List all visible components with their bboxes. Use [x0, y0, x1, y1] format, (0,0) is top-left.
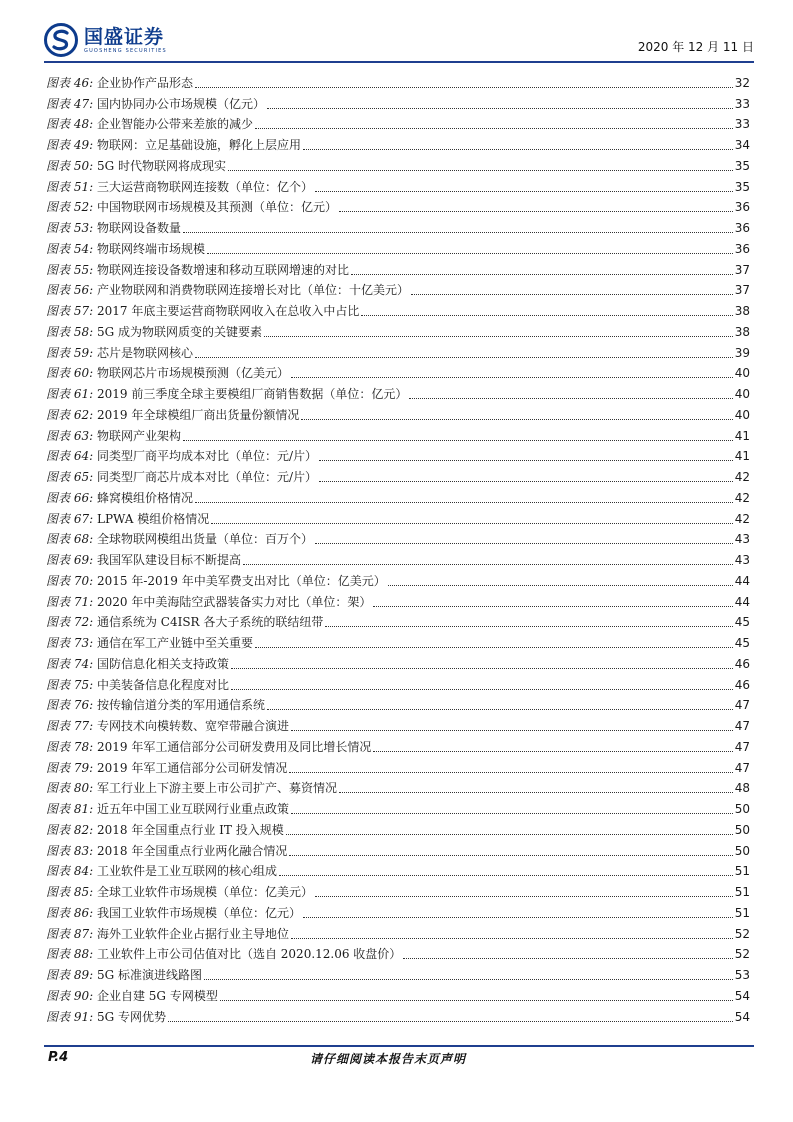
toc-entry[interactable] [46, 91, 750, 112]
toc-entry-title: 2018 年全国重点行业两化融合情况 [96, 843, 288, 858]
toc-entry-title: 通信系统为 C4ISR 各大子系统的联结纽带 [96, 615, 324, 630]
toc-entry-label: 图表 53: [46, 221, 94, 235]
toc-entry[interactable] [46, 527, 750, 548]
toc-entry-title: 2020 年中美海陆空武器装备实力对比（单位：架） [96, 594, 372, 609]
toc-entry-page: 40 [734, 407, 750, 422]
toc-leader-dots [325, 626, 732, 627]
toc-entry[interactable] [46, 485, 750, 506]
toc-entry-label: 图表 59: [46, 345, 94, 360]
toc-entry[interactable] [46, 900, 750, 921]
toc-entry-title: 全球工业软件市场规模（单位：亿美元） [96, 885, 313, 899]
toc-entry-page: 54 [734, 988, 750, 1003]
toc-leader-dots [289, 772, 732, 773]
toc-entry[interactable] [46, 278, 750, 299]
toc-entry-page: 43 [734, 553, 750, 567]
toc-entry-title: 企业协作产品形态 [96, 75, 193, 90]
toc-entry-label: 图表 87: [46, 926, 94, 941]
toc-entry-label: 图表 71: [46, 594, 94, 609]
toc-leader-dots [243, 564, 733, 565]
toc-entry-title: 2019 前三季度全球主要模组厂商销售数据（单位：亿元） [96, 387, 408, 401]
toc-entry-title: 2019 年军工通信部分公司研发费用及同比增长情况 [96, 739, 372, 754]
toc-leader-dots [231, 668, 733, 669]
company-logo [44, 22, 167, 58]
toc-entry-title: 工业软件是工业互联网的核心组成 [96, 864, 277, 879]
toc-leader-dots [339, 211, 733, 212]
toc-entry-label: 图表 58: [46, 324, 94, 339]
toc-entry[interactable] [46, 921, 750, 942]
toc-entry-page: 37 [734, 262, 750, 277]
toc-leader-dots [289, 855, 732, 856]
toc-entry[interactable] [46, 361, 750, 382]
toc-entry[interactable] [46, 942, 750, 963]
toc-leader-dots [315, 191, 733, 192]
toc-leader-dots [373, 606, 732, 607]
toc-entry-title: 物联网产业架构 [96, 428, 181, 443]
toc-entry[interactable] [46, 506, 750, 527]
toc-entry-page: 51 [734, 885, 750, 899]
toc-entry-page: 47 [734, 739, 750, 754]
toc-entry-label: 图表 46: [46, 75, 94, 90]
disclaimer-note: 请仔细阅读本报告末页声明 [310, 1052, 467, 1066]
toc-entry[interactable] [46, 693, 750, 714]
toc-entry-label: 图表 57: [46, 304, 94, 318]
toc-entry-title: 工业软件上市公司估值对比（选自 2020.12.06 收盘价） [96, 947, 402, 962]
toc-entry-title: 近五年中国工业互联网行业重点政策 [96, 802, 289, 816]
toc-entry-label: 图表 47: [46, 96, 94, 111]
toc-entry-title: 专网技术向模转数、宽窄带融合演进 [96, 719, 289, 733]
toc-entry-page: 47 [734, 698, 750, 713]
toc-leader-dots [411, 294, 733, 295]
footer-divider [44, 1045, 754, 1047]
toc-entry-label: 图表 72: [46, 615, 94, 630]
toc-entry-page: 42 [734, 470, 750, 484]
toc-entry-title: 5G 时代物联网将成现实 [96, 158, 227, 173]
toc-leader-dots [183, 440, 733, 441]
toc-entry-page: 33 [734, 96, 750, 111]
toc-entry-title: 芯片是物联网核心 [96, 345, 193, 360]
toc-entry-page: 51 [734, 864, 750, 879]
toc-entry-page: 53 [734, 968, 750, 982]
toc-entry-label: 图表 89: [46, 968, 94, 982]
figure-index-list [46, 70, 750, 1025]
toc-entry-page: 43 [734, 532, 750, 547]
toc-leader-dots [211, 523, 732, 524]
toc-entry-page: 33 [734, 117, 750, 132]
toc-entry-page: 36 [734, 241, 750, 256]
toc-entry-page: 50 [734, 843, 750, 858]
toc-entry-label: 图表 49: [46, 138, 94, 152]
toc-entry-page: 42 [734, 511, 750, 526]
toc-entry-label: 图表 51: [46, 179, 94, 194]
toc-entry-title: 我国军队建设目标不断提高 [96, 553, 241, 567]
toc-entry-title: 按传输信道分类的军用通信系统 [96, 698, 265, 713]
toc-entry-title: 海外工业软件企业占据行业主导地位 [96, 926, 289, 941]
toc-entry-title: 物联网芯片市场规模预测（亿美元） [96, 366, 289, 381]
toc-entry-title: 同类型厂商芯片成本对比（单位：元/片） [96, 470, 318, 484]
toc-entry-label: 图表 56: [46, 283, 94, 298]
toc-entry-title: 国防信息化相关支持政策 [96, 656, 229, 671]
toc-entry-title: 2018 年全国重点行业 IT 投入规模 [96, 822, 284, 837]
toc-entry-label: 图表 73: [46, 636, 94, 650]
toc-leader-dots [195, 87, 733, 88]
toc-entry-page: 50 [734, 802, 750, 816]
toc-entry[interactable] [46, 195, 750, 216]
toc-leader-dots [291, 377, 733, 378]
toc-entry[interactable] [46, 796, 750, 817]
toc-entry[interactable] [46, 838, 750, 859]
toc-entry[interactable] [46, 734, 750, 755]
toc-entry-title: 物联网终端市场规模 [96, 241, 205, 256]
page-number: P.4 [48, 1050, 69, 1065]
toc-entry-title: 中美装备信息化程度对比 [96, 677, 229, 692]
toc-leader-dots [264, 336, 733, 337]
toc-entry-label: 图表 75: [46, 677, 94, 692]
toc-entry-label: 图表 76: [46, 698, 94, 713]
guosheng-logo-icon [44, 23, 78, 57]
toc-entry-title: 企业自建 5G 专网模型 [96, 988, 218, 1003]
toc-entry-page: 47 [734, 719, 750, 733]
toc-leader-dots [168, 1021, 733, 1022]
toc-entry[interactable] [46, 319, 750, 340]
toc-entry[interactable] [46, 257, 750, 278]
toc-entry-title: 全球物联网模组出货量（单位：百万个） [96, 532, 313, 547]
toc-leader-dots [319, 481, 733, 482]
toc-leader-dots [301, 419, 732, 420]
toc-entry-label: 图表 67: [46, 511, 94, 526]
toc-leader-dots [195, 502, 733, 503]
toc-leader-dots [303, 917, 733, 918]
toc-entry-page: 36 [734, 200, 750, 215]
toc-entry[interactable] [46, 402, 750, 423]
report-date: 2020 年 12 月 11 日 [637, 40, 754, 54]
toc-entry-page: 50 [734, 822, 750, 837]
toc-entry-title: 国内协同办公市场规模（亿元） [96, 96, 265, 111]
toc-leader-dots [351, 274, 733, 275]
toc-entry[interactable] [46, 112, 750, 133]
toc-leader-dots [303, 149, 733, 150]
toc-entry[interactable] [46, 298, 750, 319]
toc-entry[interactable] [46, 672, 750, 693]
toc-entry[interactable] [46, 70, 750, 91]
toc-entry-title: 通信在军工产业链中至关重要 [96, 636, 253, 650]
toc-entry-page: 54 [734, 1009, 750, 1024]
toc-leader-dots [403, 958, 732, 959]
toc-leader-dots [409, 398, 732, 399]
toc-entry-title: 企业智能办公带来差旅的减少 [96, 117, 253, 132]
toc-leader-dots [195, 357, 733, 358]
toc-leader-dots [204, 979, 733, 980]
toc-entry-label: 图表 80: [46, 781, 94, 796]
toc-entry-page: 45 [734, 615, 750, 630]
toc-entry-label: 图表 60: [46, 366, 94, 381]
toc-entry[interactable] [46, 381, 750, 402]
toc-entry[interactable] [46, 879, 750, 900]
toc-entry-label: 图表 84: [46, 864, 94, 879]
toc-leader-dots [319, 460, 733, 461]
toc-entry-label: 图表 50: [46, 158, 94, 173]
toc-entry-page: 37 [734, 283, 750, 298]
toc-leader-dots [315, 543, 733, 544]
toc-entry-label: 图表 90: [46, 988, 94, 1003]
toc-entry-label: 图表 91: [46, 1009, 94, 1024]
toc-entry-label: 图表 54: [46, 241, 94, 256]
toc-entry-label: 图表 64: [46, 449, 94, 464]
toc-leader-dots [220, 1000, 733, 1001]
toc-entry-label: 图表 81: [46, 802, 94, 816]
company-name-en: GUOSHENG SECURITIES [84, 47, 167, 54]
toc-entry-title: 物联网设备数量 [96, 221, 181, 235]
toc-entry-title: 2015 年-2019 年中美军费支出对比（单位：亿美元） [96, 573, 386, 588]
toc-entry-title: 2019 年军工通信部分公司研发情况 [96, 760, 288, 775]
toc-entry-title: 物联网：立足基础设施，孵化上层应用 [96, 138, 301, 152]
toc-entry-label: 图表 79: [46, 760, 94, 775]
toc-entry-page: 44 [734, 594, 750, 609]
toc-entry-label: 图表 86: [46, 905, 94, 920]
toc-leader-dots [255, 128, 733, 129]
toc-entry[interactable] [46, 859, 750, 880]
toc-entry-page: 52 [734, 947, 750, 962]
toc-entry[interactable] [46, 755, 750, 776]
toc-entry[interactable] [46, 464, 750, 485]
toc-entry-label: 图表 63: [46, 428, 94, 443]
toc-entry-page: 40 [734, 366, 750, 381]
toc-entry-page: 36 [734, 221, 750, 235]
toc-entry-page: 41 [734, 428, 750, 443]
toc-leader-dots [279, 875, 733, 876]
toc-entry[interactable] [46, 236, 750, 257]
toc-entry-label: 图表 83: [46, 843, 94, 858]
toc-entry-label: 图表 78: [46, 739, 94, 754]
toc-entry-title: 蜂窝模组价格情况 [96, 490, 193, 505]
toc-entry-label: 图表 77: [46, 719, 94, 733]
toc-entry[interactable] [46, 215, 750, 236]
toc-entry[interactable] [46, 962, 750, 983]
toc-entry[interactable] [46, 174, 750, 195]
toc-leader-dots [286, 834, 733, 835]
page-header [44, 22, 754, 58]
toc-entry[interactable] [46, 340, 750, 361]
toc-entry-page: 48 [734, 781, 750, 796]
toc-entry-page: 45 [734, 636, 750, 650]
toc-entry-label: 图表 85: [46, 885, 94, 899]
toc-leader-dots [315, 896, 733, 897]
toc-entry[interactable] [46, 610, 750, 631]
toc-entry[interactable] [46, 651, 750, 672]
toc-entry-label: 图表 62: [46, 407, 94, 422]
toc-entry-page: 32 [734, 75, 750, 90]
toc-entry-label: 图表 88: [46, 947, 94, 962]
toc-entry-label: 图表 65: [46, 470, 94, 484]
toc-leader-dots [228, 170, 733, 171]
toc-entry-page: 38 [734, 324, 750, 339]
toc-leader-dots [183, 232, 733, 233]
toc-leader-dots [207, 253, 733, 254]
toc-entry-page: 47 [734, 760, 750, 775]
toc-entry-label: 图表 74: [46, 656, 94, 671]
toc-leader-dots [267, 709, 733, 710]
toc-entry[interactable] [46, 568, 750, 589]
company-name-cn: 国盛证券 [84, 25, 165, 48]
toc-entry-title: 同类型厂商平均成本对比（单位：元/片） [96, 449, 318, 464]
toc-leader-dots [267, 108, 733, 109]
toc-entry[interactable] [46, 1004, 750, 1025]
toc-entry-label: 图表 70: [46, 573, 94, 588]
toc-entry-page: 38 [734, 304, 750, 318]
toc-entry-title: 产业物联网和消费物联网连接增长对比（单位：十亿美元） [96, 283, 409, 298]
toc-leader-dots [291, 938, 733, 939]
toc-entry-title: 5G 成为物联网质变的关键要素 [96, 324, 263, 339]
toc-entry[interactable] [46, 423, 750, 444]
toc-entry-title: 5G 标准演进线路图 [96, 968, 203, 982]
toc-entry[interactable] [46, 132, 750, 153]
toc-entry-label: 图表 66: [46, 490, 94, 505]
toc-entry-label: 图表 82: [46, 822, 94, 837]
toc-entry-page: 40 [734, 387, 750, 401]
toc-leader-dots [231, 689, 733, 690]
toc-leader-dots [361, 315, 732, 316]
toc-entry-title: 三大运营商物联网连接数（单位：亿个） [96, 179, 313, 194]
toc-entry-page: 52 [734, 926, 750, 941]
toc-entry-title: 我国工业软件市场规模（单位：亿元） [96, 905, 301, 920]
toc-leader-dots [291, 730, 733, 731]
toc-entry-title: 中国物联网市场规模及其预测（单位：亿元） [96, 200, 337, 215]
toc-leader-dots [291, 813, 733, 814]
toc-entry[interactable] [46, 589, 750, 610]
toc-entry-page: 39 [734, 345, 750, 360]
toc-entry-title: LPWA 模组价格情况 [96, 511, 210, 526]
toc-entry[interactable] [46, 153, 750, 174]
toc-leader-dots [339, 792, 733, 793]
toc-entry[interactable] [46, 983, 750, 1004]
toc-entry-page: 42 [734, 490, 750, 505]
toc-entry-label: 图表 48: [46, 117, 94, 132]
toc-leader-dots [255, 647, 733, 648]
toc-entry[interactable] [46, 630, 750, 651]
toc-entry-page: 51 [734, 905, 750, 920]
header-divider [44, 61, 754, 63]
toc-entry-title: 物联网连接设备数增速和移动互联网增速的对比 [96, 262, 349, 277]
toc-entry-title: 2017 年底主要运营商物联网收入在总收入中占比 [96, 304, 360, 318]
toc-entry[interactable] [46, 547, 750, 568]
toc-entry-page: 35 [734, 179, 750, 194]
toc-leader-dots [388, 585, 733, 586]
toc-entry-title: 2019 年全球模组厂商出货量份额情况 [96, 407, 300, 422]
toc-entry[interactable] [46, 444, 750, 465]
toc-entry[interactable] [46, 713, 750, 734]
toc-leader-dots [373, 751, 732, 752]
toc-entry-page: 46 [734, 677, 750, 692]
toc-entry-page: 46 [734, 656, 750, 671]
toc-entry-title: 5G 专网优势 [96, 1009, 167, 1024]
toc-entry-label: 图表 68: [46, 532, 94, 547]
toc-entry-page: 34 [734, 138, 750, 152]
toc-entry-label: 图表 69: [46, 553, 94, 567]
toc-entry-label: 图表 52: [46, 200, 94, 215]
toc-entry-page: 44 [734, 573, 750, 588]
toc-entry-title: 军工行业上下游主要上市公司扩产、募资情况 [96, 781, 337, 796]
toc-entry-page: 41 [734, 449, 750, 464]
toc-entry[interactable] [46, 817, 750, 838]
toc-entry-label: 图表 55: [46, 262, 94, 277]
toc-entry-label: 图表 61: [46, 387, 94, 401]
toc-entry[interactable] [46, 776, 750, 797]
toc-entry-page: 35 [734, 158, 750, 173]
